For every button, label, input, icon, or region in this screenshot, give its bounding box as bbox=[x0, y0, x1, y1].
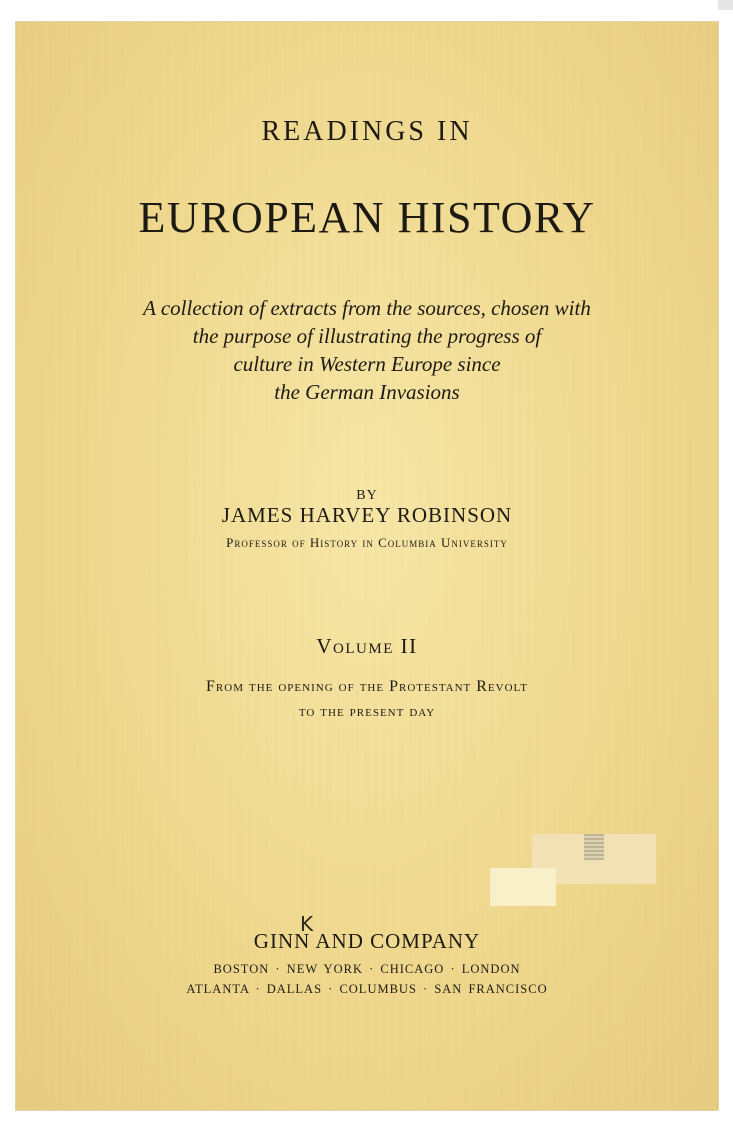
publisher-cities: ATLANTA · DALLAS · COLUMBUS · SAN FRANCISCO bbox=[186, 982, 548, 996]
volume-scope bbox=[16, 674, 718, 724]
publisher-name: GINN AND COMPANY bbox=[253, 929, 481, 953]
publisher-cities: BOSTON · NEW YORK · CHICAGO · LONDON bbox=[213, 962, 521, 976]
library-stamp-remnant bbox=[584, 834, 604, 860]
author-affiliation: Professor of History in Columbia University bbox=[226, 535, 508, 550]
title-page bbox=[16, 22, 718, 1110]
book-title: EUROPEAN HISTORY bbox=[138, 193, 596, 242]
volume-scope-line: to the present day bbox=[298, 703, 436, 720]
subtitle-line: the purpose of illustrating the progress of bbox=[192, 324, 542, 348]
subtitle-line: A collection of extracts from the sources, chosen with bbox=[143, 296, 591, 320]
by-label: BY bbox=[356, 488, 378, 503]
subtitle-line: culture in Western Europe since bbox=[233, 352, 501, 376]
book-subtitle bbox=[16, 294, 718, 406]
scan-corner-mark bbox=[718, 0, 733, 10]
volume-scope-line: From the opening of the Protestant Revolt bbox=[206, 678, 528, 695]
handwritten-mark: K bbox=[300, 912, 314, 936]
volume-number: Volume II bbox=[316, 634, 418, 658]
library-stamp-label bbox=[490, 868, 556, 906]
author-name: JAMES HARVEY ROBINSON bbox=[221, 503, 513, 527]
subtitle-line: the German Invasions bbox=[274, 380, 460, 404]
series-title: READINGS IN bbox=[261, 116, 473, 147]
